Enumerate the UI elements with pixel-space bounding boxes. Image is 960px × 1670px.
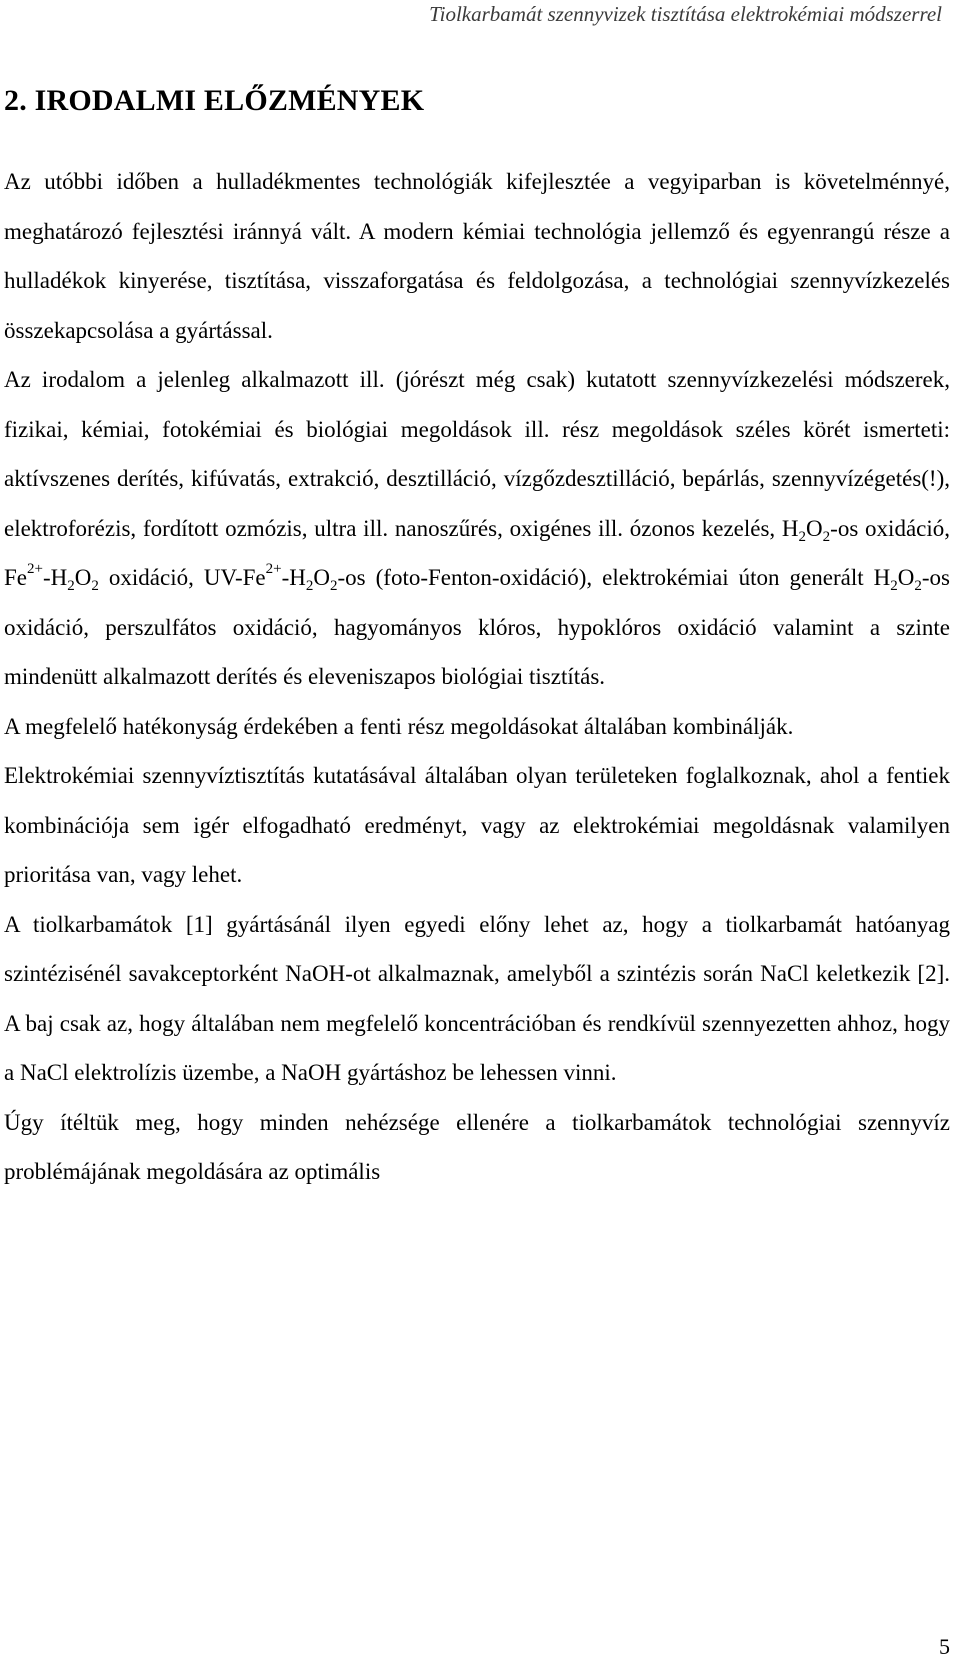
subscript: 2	[330, 578, 338, 594]
paragraph-2-text: oxidáció, UV-Fe	[98, 565, 266, 590]
paragraph-5: A tiolkarbamátok [1] gyártásánál ilyen egyedi előny lehet az, hogy a tiolkarbamát hatóanyag szintézisénél savakceptorként NaOH-ot alkalmaznak, amelyből a szintézis során NaCl keletkezik [2]. A baj csak az, hogy általában nem megfelelő koncentrációban és rendkívül szennyezetten ahhoz, hogy a NaCl elektrolízis üzembe, a NaOH gyártáshoz be lehessen vinni.	[4, 911, 950, 1085]
paragraph-2-text: -os oxidáció, perszulfátos oxidáció, hagyományos klóros, hypoklóros oxidáció valamint a szinte mindenütt alkalmazott derítés és eleveniszapos biológiai tisztítás.	[4, 565, 950, 689]
subscript: 2	[798, 528, 807, 545]
paragraph-2-text: -H	[281, 565, 306, 590]
chapter-title: 2. IRODALMI ELŐZMÉNYEK	[4, 84, 425, 117]
running-header: Tiolkarbamát szennyvizek tisztítása elektrokémiai módszerrel	[429, 2, 942, 26]
superscript: 2+	[265, 561, 282, 577]
subscript: 2	[914, 578, 922, 594]
paragraph-3: A megfelelő hatékonyság érdekében a fenti rész megoldásokat általában kombinálják.	[4, 713, 794, 739]
page-number: 5	[939, 1634, 950, 1659]
paragraph-2-text: O	[806, 515, 823, 541]
paragraph-2-text: -os oxidáció, Fe	[4, 515, 950, 590]
paragraph-6: Úgy ítéltük meg, hogy minden nehézsége ellenére a tiolkarbamátok technológiai szennyvíz problémájának megoldására az optimális	[4, 1109, 950, 1184]
paragraph-2	[4, 355, 950, 702]
subscript: 2	[890, 578, 898, 594]
superscript: 2+	[27, 561, 43, 577]
paragraph-2-text: O	[897, 565, 915, 590]
body-text	[4, 157, 950, 1197]
paragraph-1: Az utóbbi időben a hulladékmentes technológiák kifejlesztée a vegyiparban is követelménnyé, meghatározó fejlesztési iránnyá vált. A modern kémiai technológia jellemző és egyenrangú része a hulladékok kinyerése, tisztítása, visszaforgatása és feldolgozása, a technológiai szennyvízkezelés összekapcsolása a gyártással.	[4, 169, 950, 343]
paragraph-2-text: -os (foto-Fenton-oxidáció), elektrokémiai úton generált H	[337, 565, 891, 590]
subscript: 2	[822, 528, 831, 545]
subscript: 2	[305, 578, 314, 594]
subscript: 2	[67, 578, 75, 594]
paragraph-2-text: O	[313, 565, 331, 590]
paragraph-2-text: O	[74, 565, 92, 590]
paragraph-2-text: Az irodalom a jelenleg alkalmazott ill. (jórészt még csak) kutatott szennyvízkezelési módszerek, fizikai, kémiai, fotokémiai és biológiai megoldások ill. rész megoldások széles körét ismerteti: aktívszenes derítés, kifúvatás, extrakció, desztilláció, vízgőzdesztilláció, bepárlás, szennyvízégetés(!), elektroforézis, fordított ozmózis, ultra ill. nanoszűrés, oxigénes ill. ózonos kezelés, H	[4, 367, 950, 541]
paragraph-4: Elektrokémiai szennyvíztisztítás kutatásával általában olyan területeken foglalkoznak, ahol a fentiek kombinációja sem igér elfogadható eredményt, vagy az elektrokémiai megoldásnak valamilyen prioritása van, vagy lehet.	[4, 763, 950, 887]
paragraph-2-text: -H	[42, 565, 68, 590]
subscript: 2	[91, 578, 99, 594]
